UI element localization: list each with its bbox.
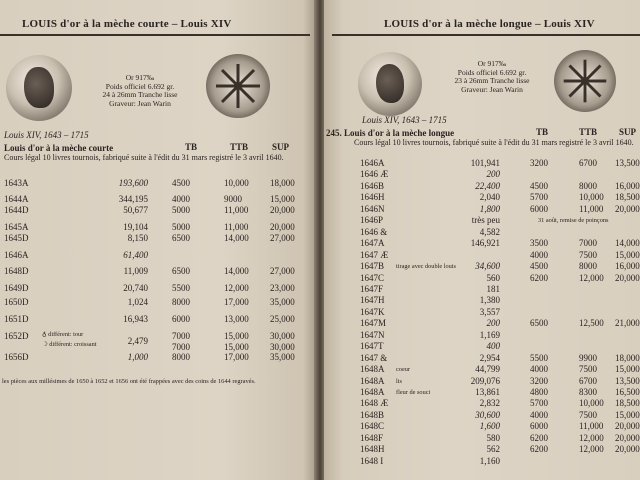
row-price-tb: 3500 (530, 238, 548, 248)
right-coin-reverse-image (554, 50, 616, 112)
row-price-sup: 30,000 (270, 331, 295, 341)
row-price-ttb: 14,000 (224, 266, 249, 276)
left-coin-obverse-image (6, 55, 72, 121)
left-header: LOUIS d'or à la mèche courte – Louis XIV (22, 18, 232, 30)
row-year: 1646A (360, 158, 385, 168)
row-price-ttb: 17,000 (224, 297, 249, 307)
row-price-ttb: 6700 (579, 158, 597, 168)
row-price-sup: 35,000 (270, 297, 295, 307)
row-year: 1647M (360, 318, 387, 328)
row-mintage: 11,009 (123, 266, 148, 276)
row-price-ttb: 7000 (579, 238, 597, 248)
row-price-sup: 15,000 (615, 364, 640, 374)
left-subheading: Louis XIV, 1643 – 1715 (4, 130, 89, 140)
right-header: LOUIS d'or à la mèche longue – Louis XIV (384, 18, 595, 30)
row-price-ttb: 12,500 (579, 318, 604, 328)
row-price-ttb: 9000 (224, 194, 242, 204)
row-price-ttb: 13,000 (224, 314, 249, 324)
row-price-sup: 20,000 (615, 421, 640, 431)
left-footnote: les pièces aux millésimes de 1650 à 1652 et 1656 ont été frappées avec des coins de 1644 regravés. (2, 378, 256, 385)
left-table-row (0, 283, 310, 295)
row-year: 1644D (4, 205, 29, 215)
row-variety-note: tirage avec double louis (396, 263, 456, 270)
row-year: 1648F (360, 433, 384, 443)
row-year: 1648A (360, 387, 385, 397)
right-table-row (324, 215, 640, 227)
row-price-ttb: 12,000 (579, 444, 604, 454)
row-price-tb: 4000 (530, 364, 548, 374)
row-price-sup: 23,000 (270, 283, 295, 293)
row-mintage: 1,380 (479, 295, 500, 305)
row-price-ttb: 11,000 (224, 205, 249, 215)
row-price-sup: 15,000 (270, 194, 295, 204)
row-variety-note: lis (396, 378, 402, 385)
row-mintage: 61,400 (123, 250, 148, 260)
row-price-sup: 13,500 (615, 376, 640, 386)
right-table-row (324, 444, 640, 456)
row-price-sup: 20,000 (270, 205, 295, 215)
row-mintage: 560 (486, 273, 500, 283)
row-mintage: 19,104 (123, 222, 148, 232)
left-coin-specs: Or 917‰ Poids officiel 6.692 gr. 24 à 26mm Tranche lisse Graveur: Jean Warin (102, 73, 178, 108)
row-mintage: 101,941 (470, 158, 500, 168)
row-price-ttb: 7500 (579, 410, 597, 420)
row-price-sup: 30,000 (270, 342, 295, 352)
row-price-tb: 7000 (172, 342, 190, 352)
right-table-row (324, 238, 640, 250)
row-year: 1643A (4, 178, 29, 188)
right-subheading: Louis XIV, 1643 – 1715 (362, 115, 447, 125)
row-price-tb: 4000 (530, 250, 548, 260)
row-year: 1652D (4, 331, 29, 341)
row-price-sup: 18,000 (615, 353, 640, 363)
row-mintage: 3,557 (479, 307, 500, 317)
row-price-tb: 5000 (172, 205, 190, 215)
row-year: 1646B (360, 181, 385, 191)
row-year: 1646 & (360, 227, 388, 237)
right-table-row (324, 421, 640, 433)
right-page (324, 0, 640, 480)
left-item-title: Louis d'or à la mèche courte (4, 143, 114, 153)
row-mintage: 20,740 (123, 283, 148, 293)
row-price-sup: 18,500 (615, 192, 640, 202)
row-price-sup: 27,000 (270, 233, 295, 243)
row-year: 1645D (4, 233, 29, 243)
row-mintage: 22,400 (475, 181, 500, 191)
row-price-tb: 6500 (530, 318, 548, 328)
left-table-row (0, 266, 310, 278)
row-variety-note: coeur (396, 366, 410, 373)
row-mintage: 2,832 (479, 398, 500, 408)
right-header-title: LOUIS d'or à la mèche longue (384, 18, 533, 30)
row-remark: 31 août, remise de poinçons (538, 217, 609, 224)
row-price-sup: 14,000 (615, 238, 640, 248)
row-price-sup: 20,000 (615, 444, 640, 454)
row-price-ttb: 8300 (579, 387, 597, 397)
right-table-row (324, 456, 640, 468)
row-year: 1646P (360, 215, 384, 225)
row-price-ttb: 8000 (579, 181, 597, 191)
left-table-row (0, 178, 310, 190)
row-mintage: 16,943 (123, 314, 148, 324)
row-mintage: 30,600 (475, 410, 500, 420)
row-year: 1646N (360, 204, 385, 214)
row-price-tb: 7000 (172, 331, 190, 341)
row-price-sup: 18,500 (615, 398, 640, 408)
row-year: 1645A (4, 222, 29, 232)
right-catalog-number: 245. (326, 128, 342, 138)
left-col-tb: TB (185, 142, 198, 152)
row-price-tb: 6000 (530, 204, 548, 214)
row-mintage: 44,799 (475, 364, 500, 374)
row-year: 1646A (4, 250, 29, 260)
left-table-row (0, 314, 310, 326)
row-mintage: 8,150 (127, 233, 148, 243)
row-year: 1648B (360, 410, 385, 420)
row-price-tb: 5000 (172, 222, 190, 232)
row-price-sup: 20,000 (615, 204, 640, 214)
row-price-tb: 6200 (530, 273, 548, 283)
row-price-ttb: 10,000 (579, 192, 604, 202)
row-year: 1651D (4, 314, 29, 324)
row-mintage: 181 (486, 284, 500, 294)
row-price-ttb: 15,000 (224, 331, 249, 341)
row-price-sup: 20,000 (270, 222, 295, 232)
row-price-tb: 4000 (530, 410, 548, 420)
row-year: 1656D (4, 352, 29, 362)
right-col-ttb: TTB (579, 127, 598, 137)
left-table-row (0, 250, 310, 262)
left-table-row (0, 352, 310, 364)
row-price-sup: 21,000 (615, 318, 640, 328)
row-price-tb: 6000 (172, 314, 190, 324)
row-mintage: 200 (486, 318, 500, 328)
row-year: 1647B (360, 261, 385, 271)
row-price-tb: 6500 (172, 233, 190, 243)
row-price-ttb: 12,000 (579, 273, 604, 283)
row-year: 1647A (360, 238, 385, 248)
row-year: 1647T (360, 341, 384, 351)
row-year: 1648D (4, 266, 29, 276)
left-table-row (0, 205, 310, 217)
right-table-row (324, 341, 640, 353)
row-year: 1648 I (360, 456, 384, 466)
row-price-ttb: 9900 (579, 353, 597, 363)
right-intro-text: Cours légal 10 livres tournois, fabriqué suite à l'édit du 31 mars registré le 3 avril 1640. (354, 138, 634, 147)
right-header-rule (332, 34, 640, 36)
row-mintage: 13,861 (475, 387, 500, 397)
row-price-sup: 16,000 (615, 261, 640, 271)
row-year: 1648A (360, 364, 385, 374)
left-col-sup: SUP (272, 142, 290, 152)
left-table-row (0, 297, 310, 309)
right-coin-obverse-image (358, 52, 422, 116)
right-coin-specs: Or 917‰ Poids officiel 6.692 gr. 23 à 26mm Tranche lisse Graveur: Jean Warin (454, 59, 530, 94)
row-price-ttb: 12,000 (579, 433, 604, 443)
row-year: 1646 Æ (360, 169, 389, 179)
row-mintage: 1,000 (127, 352, 148, 362)
row-mintage: 34,600 (475, 261, 500, 271)
left-page (0, 0, 316, 480)
row-price-ttb: 7500 (579, 250, 597, 260)
row-price-tb: 4000 (172, 194, 190, 204)
row-price-tb: 8000 (172, 352, 190, 362)
row-price-sup: 20,000 (615, 433, 640, 443)
left-header-reign: Louis XIV (180, 18, 232, 30)
row-year: 1646H (360, 192, 385, 202)
row-price-ttb: 11,000 (224, 222, 249, 232)
row-price-tb: 4500 (172, 178, 190, 188)
row-year: 1647F (360, 284, 384, 294)
right-table-row (324, 261, 640, 273)
left-table-row (0, 331, 310, 352)
row-mintage: 1,600 (479, 421, 500, 431)
row-price-tb: 6200 (530, 444, 548, 454)
row-price-tb: 5700 (530, 398, 548, 408)
row-price-ttb: 15,000 (224, 342, 249, 352)
row-mintage: 1,169 (479, 330, 500, 340)
left-coin-reverse-image (206, 54, 270, 118)
row-year: 1650D (4, 297, 29, 307)
right-table-row (324, 169, 640, 181)
right-col-sup: SUP (619, 127, 637, 137)
row-price-sup: 16,000 (615, 181, 640, 191)
row-year: 1647K (360, 307, 385, 317)
left-intro-text: Cours légal 10 livres tournois, fabriqué suite à l'édit du 31 mars registré le 3 avril 1640. (4, 153, 284, 162)
row-price-tb: 3200 (530, 376, 548, 386)
left-header-title: LOUIS d'or à la mèche courte (22, 18, 169, 30)
row-year: 1647 Æ (360, 250, 389, 260)
row-mintage: 50,677 (123, 205, 148, 215)
row-mintage: 344,195 (118, 194, 148, 204)
right-table-row (324, 364, 640, 376)
right-table-row (324, 192, 640, 204)
right-item-heading (326, 128, 454, 138)
row-mintage: très peu (471, 215, 500, 225)
row-price-ttb: 11,000 (579, 421, 604, 431)
row-price-tb: 5500 (172, 283, 190, 293)
right-col-tb: TB (536, 127, 549, 137)
row-mintage: 1,160 (479, 456, 500, 466)
row-price-sup: 16,500 (615, 387, 640, 397)
row-mintage: 400 (486, 341, 500, 351)
row-price-ttb: 17,000 (224, 352, 249, 362)
row-price-ttb: 8000 (579, 261, 597, 271)
row-mintage: 2,040 (479, 192, 500, 202)
left-col-ttb: TTB (230, 142, 249, 152)
row-price-ttb: 12,000 (224, 283, 249, 293)
row-price-sup: 35,000 (270, 352, 295, 362)
row-variety-note: ☽ différent: croissant (42, 341, 97, 348)
row-year: 1648 Æ (360, 398, 389, 408)
row-year: 1648C (360, 421, 385, 431)
row-year: 1648A (360, 376, 385, 386)
row-mintage: 562 (486, 444, 500, 454)
row-year: 1644A (4, 194, 29, 204)
row-price-ttb: 10,000 (579, 398, 604, 408)
row-price-tb: 4500 (530, 181, 548, 191)
row-year: 1647C (360, 273, 385, 283)
row-mintage: 2,479 (127, 336, 148, 346)
row-price-sup: 25,000 (270, 314, 295, 324)
right-table-row (324, 398, 640, 410)
row-price-tb: 6000 (530, 421, 548, 431)
row-price-tb: 6500 (172, 266, 190, 276)
row-mintage: 193,600 (118, 178, 148, 188)
row-mintage: 4,582 (479, 227, 500, 237)
row-mintage: 146,921 (470, 238, 500, 248)
row-price-tb: 4800 (530, 387, 548, 397)
row-price-tb: 4500 (530, 261, 548, 271)
row-mintage: 200 (486, 169, 500, 179)
row-year: 1649D (4, 283, 29, 293)
row-price-ttb: 10,000 (224, 178, 249, 188)
row-mintage: 1,800 (479, 204, 500, 214)
row-price-ttb: 7500 (579, 364, 597, 374)
row-price-sup: 20,000 (615, 273, 640, 283)
row-price-sup: 15,000 (615, 250, 640, 260)
row-year: 1647N (360, 330, 385, 340)
row-price-ttb: 6700 (579, 376, 597, 386)
row-mintage: 580 (486, 433, 500, 443)
row-price-sup: 27,000 (270, 266, 295, 276)
row-year: 1647 & (360, 353, 388, 363)
row-price-sup: 18,000 (270, 178, 295, 188)
row-price-ttb: 14,000 (224, 233, 249, 243)
row-price-sup: 13,500 (615, 158, 640, 168)
row-price-tb: 6200 (530, 433, 548, 443)
row-price-tb: 8000 (172, 297, 190, 307)
left-header-rule (0, 34, 310, 36)
right-header-reign: Louis XIV (543, 18, 595, 30)
right-item-title: Louis d'or à la mèche longue (344, 128, 455, 138)
row-price-tb: 5500 (530, 353, 548, 363)
right-table-row (324, 318, 640, 330)
row-year: 1647H (360, 295, 385, 305)
row-variety-note: fleur de souci (396, 389, 431, 396)
row-price-tb: 5700 (530, 192, 548, 202)
row-mintage: 2,954 (479, 353, 500, 363)
row-price-ttb: 11,000 (579, 204, 604, 214)
row-price-tb: 3200 (530, 158, 548, 168)
row-price-sup: 15,000 (615, 410, 640, 420)
left-table-row (0, 233, 310, 245)
row-mintage: 209,076 (470, 376, 500, 386)
row-variety-note: ♁ différent: tour (42, 331, 84, 338)
right-table-row (324, 295, 640, 307)
row-mintage: 1,024 (127, 297, 148, 307)
row-year: 1648H (360, 444, 385, 454)
